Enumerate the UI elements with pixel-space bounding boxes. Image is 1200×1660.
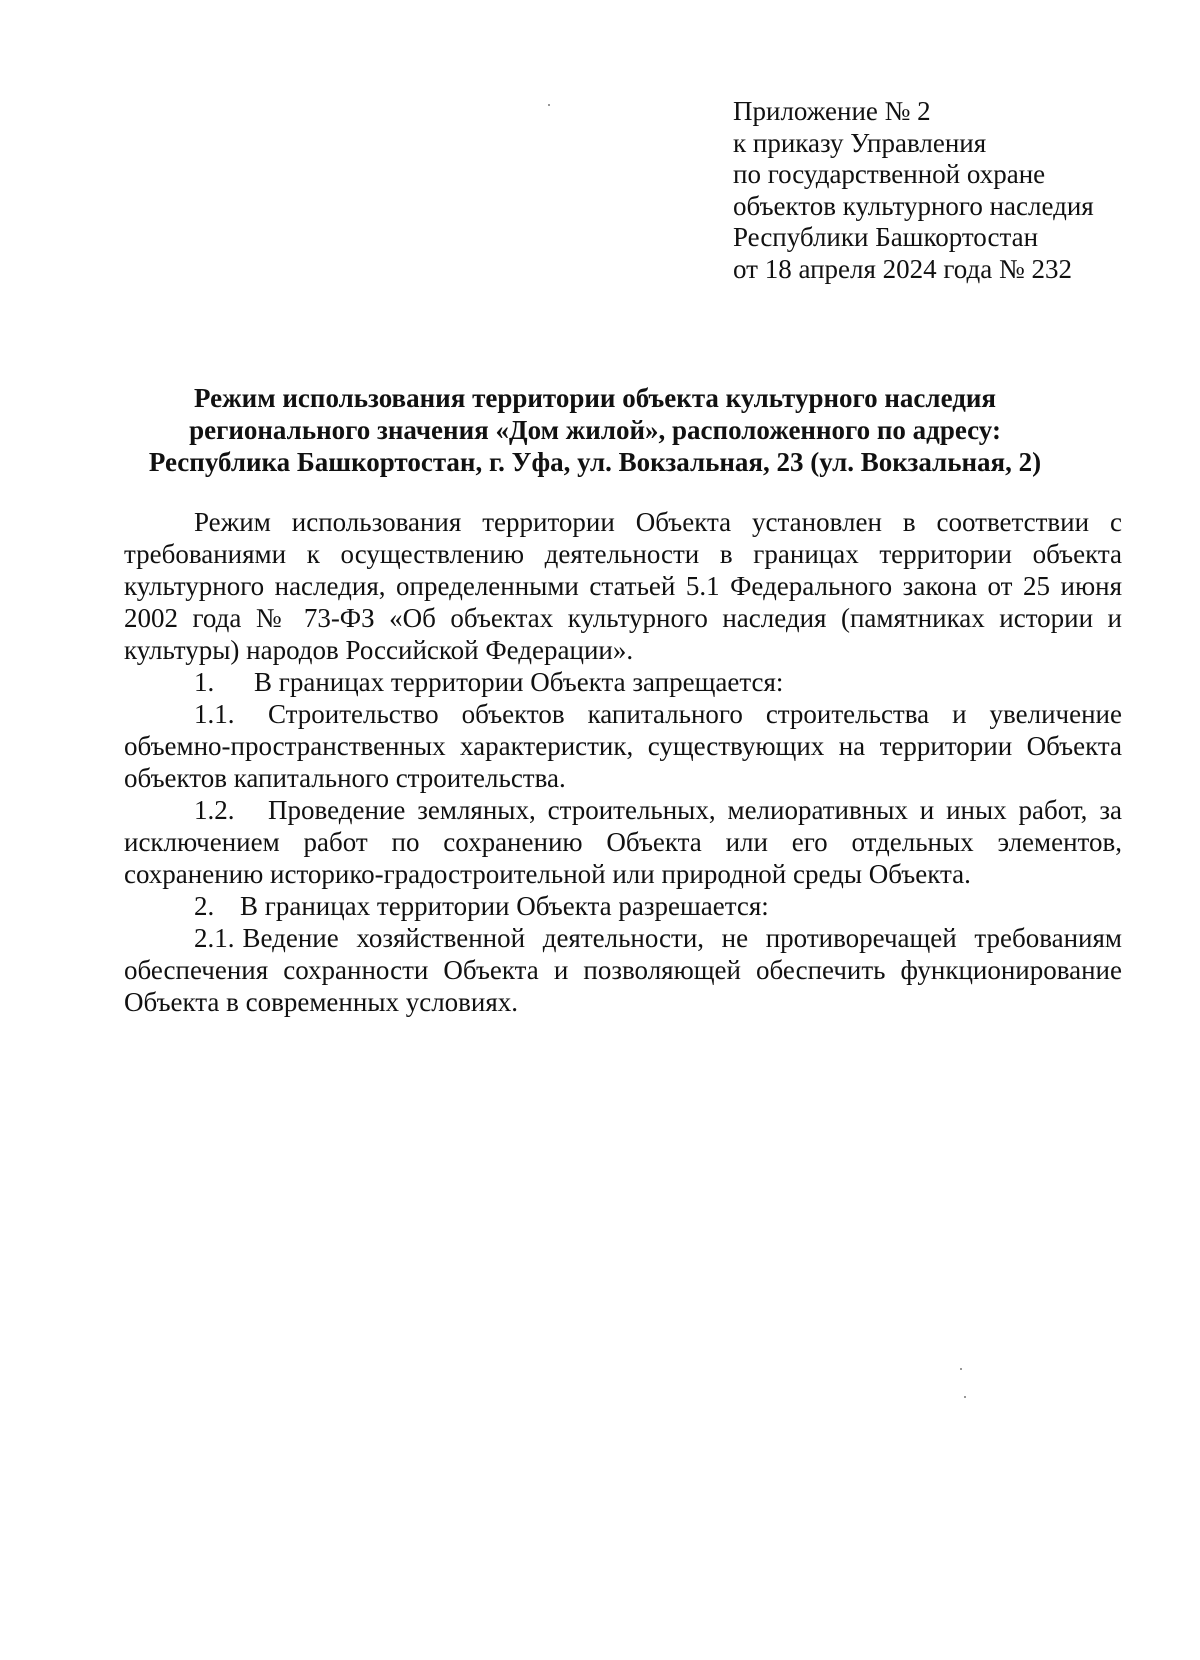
clause-number: 1.2. (194, 795, 235, 825)
document-title (120, 382, 1070, 478)
clause-2-1 (124, 922, 1122, 1018)
title-line: Республика Башкортостан, г. Уфа, ул. Вокзальная, 23 (ул. Вокзальная, 2) (148, 447, 1042, 477)
title-line: регионального значения «Дом жилой», расположенного по адресу: (189, 415, 1001, 445)
appendix-line: по государственной охране (733, 159, 1046, 189)
clause-1 (124, 666, 1122, 698)
appendix-line: объектов культурного наследия (733, 190, 1094, 221)
appendix-header (733, 96, 1173, 285)
appendix-line: Республики Башкортостан (733, 222, 1039, 252)
clause-text: Ведение хозяйственной деятельности, не противоречащей требованиям обеспечения сохранности Объекта и позволяющей обеспечить функционирование Объекта в современных условиях. (124, 923, 1122, 1017)
appendix-line: Приложение № 2 (733, 96, 931, 126)
scan-speck (960, 1368, 962, 1370)
clause-text: Строительство объектов капитального строительства и увеличение объемно-пространственных характеристик, существующих на территории Объекта объектов капитального строительства. (124, 699, 1122, 793)
title-line: Режим использования территории объекта культурного наследия (193, 383, 997, 413)
scan-speck (964, 1396, 966, 1398)
scan-speck (548, 104, 550, 106)
clause-number: 1. (194, 667, 215, 697)
clause-number: 2. (194, 891, 215, 921)
appendix-line: от 18 апреля 2024 года № 232 (733, 253, 1073, 284)
clause-1-2 (124, 794, 1122, 890)
appendix-line: к приказу Управления (733, 127, 987, 158)
clause-text: В границах территории Объекта разрешается: (240, 891, 769, 921)
clause-text: Проведение земляных, строительных, мелиоративных и иных работ, за исключением работ по сохранению Объекта или его отдельных элементов, сохранению историко-градостроительной или природной среды Объекта. (124, 795, 1122, 889)
intro-paragraph: Режим использования территории Объекта установлен в соответствии с требованиями к осуществлению деятельности в границах территории объекта культурного наследия, определенными статьей 5.1 Федерального закона от 25 июня 2002 года № 73-ФЗ «Об объектах культурного наследия (памятниках истории и культуры) народов Российской Федерации». (124, 507, 1122, 665)
clause-number: 1.1. (194, 699, 235, 729)
clause-2 (124, 890, 1122, 922)
clause-text: В границах территории Объекта запрещается: (254, 667, 784, 697)
clause-number: 2.1. (194, 923, 235, 953)
document-body (124, 506, 1122, 1018)
clause-1-1 (124, 698, 1122, 794)
